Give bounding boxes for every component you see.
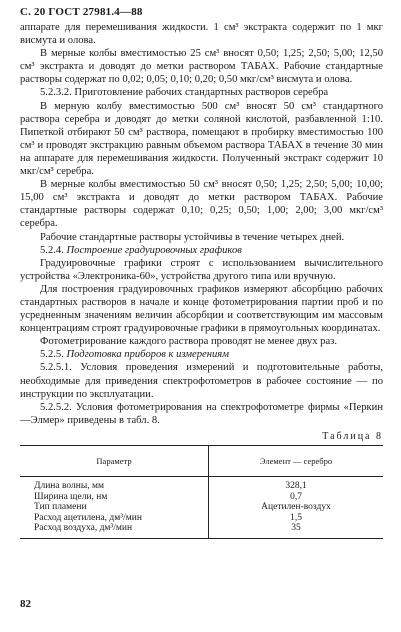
- column-header-parameter: Параметр: [20, 445, 209, 476]
- section-title: Подготовка приборов к измерениям: [66, 349, 229, 361]
- paragraph: Градуировочные графики строят с использованием вычислительного устройства «Электроника-60», устройства другого типа или вручную.: [20, 257, 383, 282]
- section-heading-5-2-4: [20, 244, 383, 257]
- table-row: [20, 502, 383, 513]
- section-heading-5-2-5: [20, 348, 383, 361]
- table-cell-value: 1,5: [290, 512, 302, 523]
- paragraph: 5.2.5.2. Условия фотометрирования на спектрофотометре фирмы «Перкин—Элмер» приведены в табл. 8.: [20, 401, 383, 426]
- paragraph: Рабочие стандартные растворы устойчивы в течение четырех дней.: [40, 231, 345, 243]
- text-block-2: [20, 257, 383, 349]
- text-block-3: [20, 361, 383, 426]
- page-header: С. 20 ГОСТ 27981.4—88: [20, 6, 143, 18]
- section-number: 5.2.5.: [40, 349, 64, 361]
- table-cell-value: 0,7: [290, 491, 302, 502]
- table-cell-value: Ацетилен-воздух: [261, 502, 331, 513]
- table-row: [20, 523, 383, 538]
- section-title: Построение градуировочных графиков: [66, 244, 242, 256]
- paragraph: 5.2.3.2. Приготовление рабочих стандартных растворов серебра: [40, 87, 329, 99]
- table-cell-parameter: Расход воздуха, дм³/мин: [20, 523, 209, 538]
- page-number: 82: [20, 598, 31, 610]
- table-header-row: [20, 445, 383, 476]
- table-cell-parameter: Длина волны, мм: [20, 476, 209, 491]
- document-page: [20, 6, 383, 539]
- table-cell-parameter: Расход ацетилена, дм³/мин: [20, 513, 209, 524]
- paragraph: Фотометрирование каждого раствора проводят не менее двух раз.: [40, 336, 337, 348]
- paragraph: В мерные колбы вместимостью 50 см³ вносят 0,50; 1,25; 2,50; 5,00; 10,00; 15,00 см³ экстракта и доводят до метки раствором ТАБАХ. Рабочие стандартные растворы содержат 0,10; 0,25; 0,50; 1,00; 2,00; 3,00 мкг/см³ серебра.: [20, 179, 383, 230]
- table-cell-parameter: Ширина щели, нм: [20, 492, 209, 503]
- table-cell-parameter: Тип пламени: [20, 502, 209, 513]
- paragraph: 5.2.5.1. Условия проведения измерений и подготовительные работы, необходимые для приведения спектрофотометров в рабочее состояние — по инструкции по эксплуатации.: [20, 362, 383, 400]
- column-header-element: Элемент — серебро: [209, 445, 384, 476]
- table-row: [20, 476, 383, 491]
- table-row: [20, 513, 383, 524]
- table-row: [20, 492, 383, 503]
- paragraph: аппарате для перемешивания жидкости. 1 см³ экстракта содержит по 1 мкг висмута и олова.: [20, 22, 383, 47]
- paragraph: В мерные колбы вместимостью 25 см³ вносят 0,50; 1,25; 2,50; 5,00; 12,50 см³ экстракта и доводят до метки раствором ТАБАХ. Рабочие стандартные растворы содержат по 0,02; 0,05; 0,10; 0,20; 0,50 мкг/см³ висмута и олова.: [20, 48, 383, 86]
- table-cell-value: 328,1: [285, 480, 307, 491]
- conditions-table: [20, 445, 383, 539]
- table-cell-value: 35: [209, 523, 384, 538]
- paragraph: Для построения градуировочных графиков измеряют абсорбцию рабочих стандартных растворов в начале и конце фотометрирования партии проб и по усредненным значениям величин абсорбции и соответствующим им массовым концентрациям строят градуировочные графики в прямоугольных координатах.: [20, 283, 383, 335]
- text-block-1: [20, 21, 383, 244]
- table-caption: Таблица 8: [322, 430, 383, 442]
- section-number: 5.2.4.: [40, 244, 64, 256]
- paragraph: В мерную колбу вместимостью 500 см³ вносят 50 см³ стандартного раствора серебра и доводят до метки соляной кислотой, разбавленной 1:10. Пипеткой отбирают 50 см³ раствора, помещают в пробирку вместимостью 100 см³ и проводят экстракцию равным объемом раствора ТАБАХ в течение 30 мин на аппарате для перемешивания жидкости. Полученный экстракт содержит 10 мкг/см³ серебра.: [20, 100, 383, 178]
